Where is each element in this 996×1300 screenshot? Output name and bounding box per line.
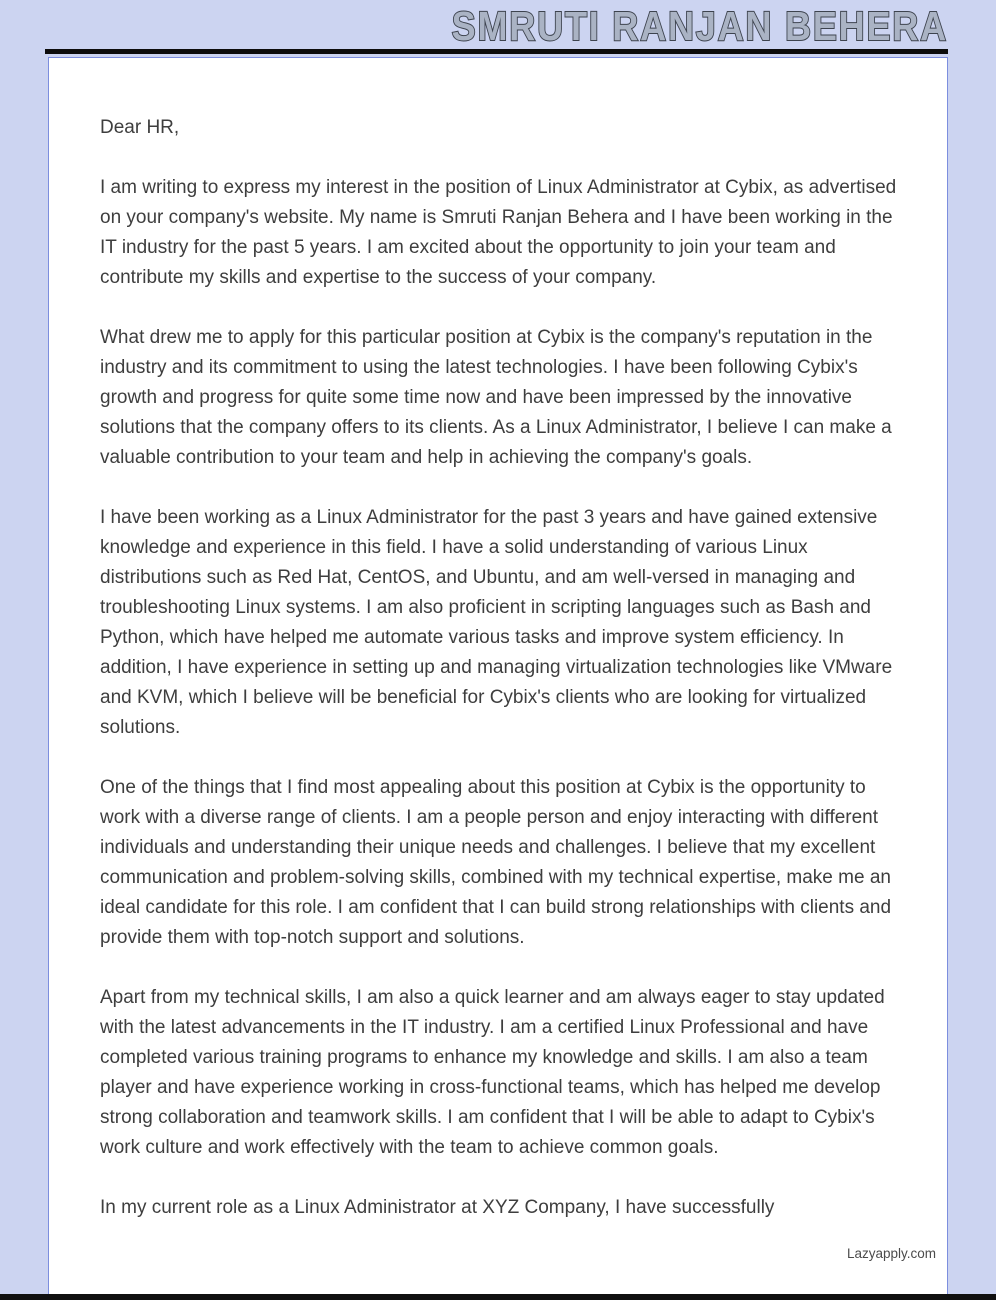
author-name-title: SMRUTI RANJAN BEHERA (451, 3, 948, 49)
letter-paragraph-current-role-partial: In my current role as a Linux Administrator at XYZ Company, I have successfully (100, 1197, 775, 1218)
letter-paragraph-intro: I am writing to express my interest in the position of Linux Administrator at Cybix, as advertised on your company's website. My name is Smruti Ranjan Behera and I have been working in the IT industry for the past 5 years. I am excited about the opportunity to join your team and contribute my skills and expertise to the success of your company. (100, 177, 897, 288)
letter-paragraph-motivation: What drew me to apply for this particular position at Cybix is the company's reputation in the industry and its commitment to using the latest technologies. I have been following Cybix's growth and progress for quite some time now and have been impressed by the innovative solutions that the company offers to its clients. As a Linux Administrator, I believe I can make a valuable contribution to your team and help in achieving the company's goals. (100, 327, 892, 468)
letter-body-card (48, 57, 948, 1300)
salutation: Dear HR, (100, 117, 180, 138)
letter-paragraph-skills: Apart from my technical skills, I am also a quick learner and am always eager to stay updated with the latest advancements in the IT industry. I am a certified Linux Professional and have completed various training programs to enhance my knowledge and skills. I am also a team player and have experience working in cross-functional teams, which has helped me develop strong collaboration and teamwork skills. I am confident that I will be able to adapt to Cybix's work culture and work effectively with the team to achieve common goals. (100, 987, 885, 1158)
letter-paragraph-clients: One of the things that I find most appealing about this position at Cybix is the opportunity to work with a diverse range of clients. I am a people person and enjoy interacting with different individuals and understanding their unique needs and challenges. I believe that my excellent communication and problem-solving skills, combined with my technical expertise, make me an ideal candidate for this role. I am confident that I can build strong relationships with clients and provide them with top-notch support and solutions. (100, 777, 892, 948)
lazyapply-watermark: Lazyapply.com (846, 1246, 936, 1261)
letter-paragraph-experience: I have been working as a Linux Administrator for the past 3 years and have gained extensive knowledge and experience in this field. I have a solid understanding of various Linux distributions such as Red Hat, CentOS, and Ubuntu, and am well-versed in managing and troubleshooting Linux systems. I am also proficient in scripting languages such as Bash and Python, which have helped me automate various tasks and improve system efficiency. In addition, I have experience in setting up and managing virtualization technologies like VMware and KVM, which I believe will be beneficial for Cybix's clients who are looking for virtualized solutions. (100, 507, 893, 738)
page-bottom-border (0, 1294, 996, 1300)
letter-header (48, 0, 948, 50)
header-divider (45, 49, 948, 54)
